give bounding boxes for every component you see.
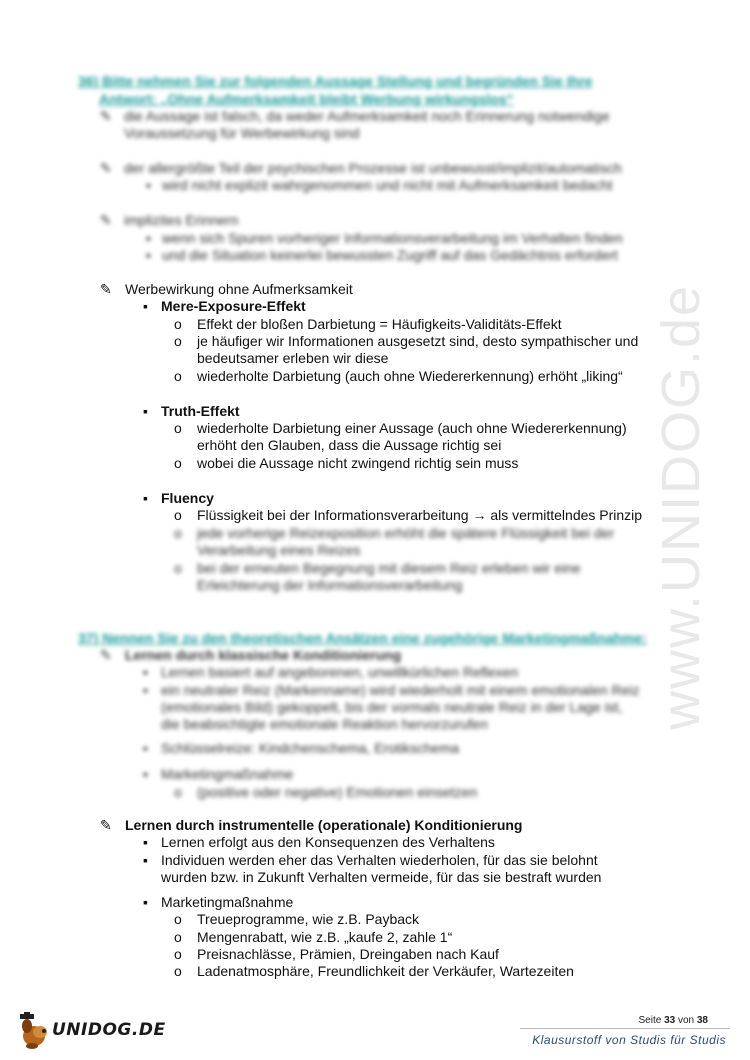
list-item: wiederholte Darbietung einer Aussage (auch ohne Wiedererkennung) <box>197 420 627 436</box>
unidog-logo <box>18 1012 166 1054</box>
circle-bullet-icon: o <box>174 911 182 927</box>
blur-line: bei der erneuten Begegnung mit diesem Reiz erleben wir eine <box>197 560 581 576</box>
square-bullet-icon: ▪ <box>143 740 148 756</box>
square-bullet-icon: ▪ <box>143 894 148 910</box>
blur-line: wenn sich Spuren vorheriger Informationsverarbeitung im Verhalten finden <box>162 230 623 246</box>
list-item: Individuen werden eher das Verhalten wiederholen, für das sie belohnt <box>161 852 598 868</box>
list-item: Marketingmaßnahme <box>161 894 294 910</box>
pencil-icon: ✎ <box>100 281 112 297</box>
blur-line: die beabsichtigte emotionale Reaktion hervorzurufen <box>161 716 488 732</box>
list-item: Lernen erfolgt aus den Konsequenzen des Verhaltens <box>161 834 495 850</box>
list-item: Preisnachlässe, Prämien, Dreingaben nach Kauf <box>197 946 499 962</box>
circle-bullet-icon: o <box>174 560 182 576</box>
circle-bullet-icon: o <box>174 420 182 436</box>
list-item: Mengenrabatt, wie z.B. „kaufe 2, zahle 1“ <box>197 929 453 945</box>
footer-divider <box>520 1028 730 1029</box>
list-item-cont: wurden bzw. in Zukunft Verhalten vermeide, für das sie bestraft wurden <box>161 869 602 885</box>
circle-bullet-icon: o <box>174 929 182 945</box>
list-item: Treueprogramme, wie z.B. Payback <box>197 911 420 927</box>
list-item: Effekt der bloßen Darbietung = Häufigkeits-Validitäts-Effekt <box>197 316 562 332</box>
circle-bullet-icon: o <box>174 963 182 979</box>
circle-bullet-icon: o <box>174 455 182 471</box>
pencil-icon: ✎ <box>100 160 112 176</box>
circle-bullet-icon: o <box>174 525 182 541</box>
question-36: 36) Bitte nehmen Sie zur folgenden Aussage Stellung und begründen Sie Ihre <box>78 73 593 89</box>
circle-bullet-icon: o <box>174 333 182 349</box>
question-36-cont: Antwort: „Ohne Aufmerksamkeit bleibt Werbung wirkungslos“ <box>99 91 514 107</box>
square-bullet-icon: ▪ <box>143 682 148 698</box>
question-37: 37) Nennen Sie zu den theoretischen Ansätzen eine zugehörige Marketingmaßnahme: <box>78 630 647 646</box>
page-number: Seite 33 von 38 <box>638 1015 708 1026</box>
dog-icon <box>18 1012 54 1052</box>
blur-line: (emotionales Bild) gekoppelt, bis der vormals neutrale Reiz in der Lage ist, <box>161 699 623 715</box>
circle-bullet-icon: o <box>174 507 182 523</box>
pencil-icon: ✎ <box>100 817 112 833</box>
mere-exposure-title: Mere-Exposure-Effekt <box>161 298 306 314</box>
section-heading: Lernen durch instrumentelle (operationale) Konditionierung <box>125 817 523 833</box>
blur-line: jede vorherige Reizexposition erhöht die spätere Flüssigkeit bei der <box>197 525 615 541</box>
pencil-icon: ✎ <box>100 647 112 663</box>
fluency-title: Fluency <box>161 490 214 506</box>
section-heading: Werbewirkung ohne Aufmerksamkeit <box>125 281 353 297</box>
blur-line: Marketingmaßnahme <box>161 766 294 782</box>
square-bullet-icon: ▪ <box>143 766 148 782</box>
square-bullet-icon: ▪ <box>143 664 148 680</box>
square-bullet-icon: ▪ <box>143 852 148 868</box>
list-item: je häufiger wir Informationen ausgesetzt sind, desto sympathischer und <box>197 333 639 349</box>
blur-line: wird nicht explizit wahrgenommen und nicht mit Aufmerksamkeit bedacht <box>162 177 613 193</box>
logo-text: UNIDOG.DE <box>52 1020 166 1040</box>
list-item: Ladenatmosphäre, Freundlichkeit der Verkäufer, Wartezeiten <box>197 963 574 979</box>
blur-line: Voraussetzung für Werbewirkung sind <box>124 125 360 141</box>
blur-line: und die Situation keinerlei bewussten Zugriff auf das Gedächtnis erfordert <box>162 247 618 263</box>
blur-line: Schlüsselreize: Kindchenschema, Erotikschema <box>161 740 460 756</box>
blur-line: Verarbeitung eines Reizes <box>197 542 361 558</box>
circle-bullet-icon: o <box>174 784 182 800</box>
square-bullet-icon: ▪ <box>143 834 148 850</box>
footer-tagline: Klausurstoff von Studis für Studis <box>532 1033 726 1047</box>
blur-line: der allergrößte Teil der psychischen Prozesse ist unbewusst/implizit/automatisch <box>124 160 622 176</box>
pencil-icon: ✎ <box>100 212 112 228</box>
square-bullet-icon: ▪ <box>143 403 148 419</box>
pencil-icon: ✎ <box>100 108 112 124</box>
truth-effect-title: Truth-Effekt <box>161 403 240 419</box>
list-item-cont: bedeutsamer erleben wir diese <box>197 350 389 366</box>
blur-line: implizites Erinnern <box>124 212 239 228</box>
circle-bullet-icon: o <box>174 368 182 384</box>
square-bullet-icon: ▪ <box>146 230 151 246</box>
list-item: Flüssigkeit bei der Informationsverarbeitung → als vermittelndes Prinzip <box>197 507 643 523</box>
square-bullet-icon: ▪ <box>146 247 151 263</box>
blur-heading: Lernen durch klassische Konditionierung <box>125 647 402 663</box>
square-bullet-icon: ▪ <box>143 490 148 506</box>
square-bullet-icon: ▪ <box>146 177 151 193</box>
blur-line: ein neutraler Reiz (Markenname) wird wiederholt mit einem emotionalen Reiz <box>161 682 640 698</box>
list-item: wobei die Aussage nicht zwingend richtig sein muss <box>197 455 519 471</box>
blur-line: Lernen basiert auf angeborenen, unwillkürlichen Reflexen <box>161 664 519 680</box>
blur-line: (positive oder negative) Emotionen einsetzen <box>197 784 478 800</box>
square-bullet-icon: ▪ <box>143 298 148 314</box>
blur-line: Erleichterung der Informationsverarbeitung <box>197 577 463 593</box>
circle-bullet-icon: o <box>174 946 182 962</box>
circle-bullet-icon: o <box>174 316 182 332</box>
watermark: www.UNIDOG.de <box>651 283 711 730</box>
list-item-cont: erhöht den Glauben, dass die Aussage richtig sei <box>197 437 502 453</box>
list-item: wiederholte Darbietung (auch ohne Wiedererkennung) erhöht „liking“ <box>197 368 623 384</box>
blur-line: die Aussage ist falsch, da weder Aufmerksamkeit noch Erinnerung notwendige <box>124 108 610 124</box>
